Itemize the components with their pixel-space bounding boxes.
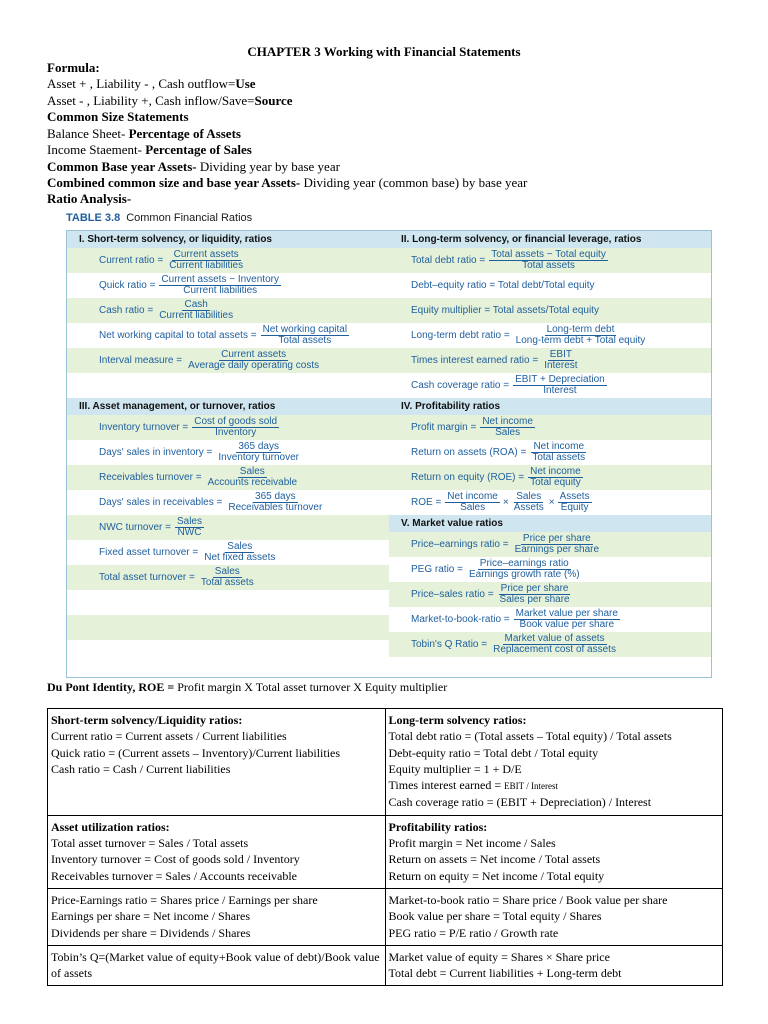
ratio-row: Return on assets (ROA) = $\frac{\text{Net income}}{\text{Total assets}}$ [411, 441, 586, 463]
section-header: III. Asset management, or turnover, ratios [67, 398, 389, 415]
table-cell: Price-Earnings ratio = Shares price / Earnings per share Earnings per share = Net income / Shares Dividends per share = Dividends / Shares [48, 888, 386, 945]
ratio-row: Price–earnings ratio = $\frac{\text{Price per share}}{\text{Earnings per share}}$ [389, 532, 711, 557]
balance-sheet-line: Balance Sheet- Percentage of Assets [47, 126, 241, 141]
table-row [48, 888, 723, 945]
ratio-row: Long-term debt ratio = $\frac{\text{Long-term debt}}{\text{Long-term debt + Total equity}}$ [411, 324, 646, 346]
source-line: Asset - , Liability +, Cash inflow/Save=Source [47, 93, 293, 108]
ratio-row: Inventory turnover = $\frac{\text{Cost of goods sold}}{\text{Inventory}}$ [67, 415, 389, 440]
table-row [48, 815, 723, 888]
table-cell: Tobin’s Q=(Market value of equity+Book value of debt)/Book value of assets [48, 945, 386, 986]
ratios-right-column [389, 231, 711, 657]
ratio-analysis-heading: Ratio Analysis- [47, 191, 132, 206]
ratio-row: Equity multiplier = Total assets/Total equity [389, 298, 711, 323]
summary-table [47, 708, 723, 986]
ratio-row-empty [67, 640, 389, 665]
ratios-left-column [67, 231, 389, 665]
ratio-row: Quick ratio = $\frac{\text{Current assets − Inventory}}{\text{Current liabilities}}$ [99, 274, 279, 296]
table-cell: Asset utilization ratios: Total asset turnover = Sales / Total assets Inventory turnover = Cost of goods sold / Inventory Receivables turnover = Sales / Accounts receivable [48, 815, 386, 888]
ratio-row: Interval measure = $\frac{\text{Current assets}}{\text{Average daily operating costs}}$ [67, 348, 389, 373]
ratio-row: Profit margin = $\frac{\text{Net income}}{\text{Sales}}$ [389, 415, 711, 440]
combined-line: Combined common size and base year Assets- Dividing year (common base) by base year [47, 175, 528, 190]
table-caption [66, 212, 252, 224]
ratio-row: Current ratio = $\frac{\text{Current assets}}{\text{Current liabilities}}$ [67, 248, 389, 273]
ratio-row: NWC turnover = $\frac{\text{Sales}}{\text{NWC}}$ [67, 515, 389, 540]
ratio-row-empty [67, 590, 389, 615]
ratio-row: Fixed asset turnover = $\frac{\text{Sales}}{\text{Net fixed assets}}$ [99, 541, 276, 563]
page-title: CHAPTER 3 Working with Financial Statements [247, 44, 521, 59]
ratio-row: Total asset turnover = $\frac{\text{Sales}}{\text{Total assets}}$ [67, 565, 389, 590]
ratio-row-empty [67, 615, 389, 640]
ratio-row: Debt–equity ratio = Total debt/Total equity [411, 280, 595, 291]
ratio-row: Net working capital to total assets = $\frac{\text{Net working capital}}{\text{Total assets}}$ [99, 324, 348, 346]
table-cell: Market-to-book ratio = Share price / Book value per share Book value per share = Total equity / Shares PEG ratio = P/E ratio / Growth rate [385, 888, 723, 945]
section-header: V. Market value ratios [389, 515, 711, 532]
table-cell: Long-term solvency ratios: Total debt ratio = (Total assets – Total equity) / Total assets Debt-equity ratio = Total debt / Total equity Equity multiplier = 1 + D/E Times interest earned = EBIT / Interest Cash coverage ratio = (EBIT + Depreciation) / Interest [385, 709, 723, 816]
ratio-row: Receivables turnover = $\frac{\text{Sales}}{\text{Accounts receivable}}$ [67, 465, 389, 490]
common-size-heading: Common Size Statements [47, 109, 189, 124]
ratio-row: Market-to-book-ratio = $\frac{\text{Market value per share}}{\text{Book value per share}}$ [411, 608, 618, 630]
table-caption-text: Common Financial Ratios [126, 212, 253, 224]
ratio-row: Days' sales in inventory = $\frac{\text{365 days}}{\text{Inventory turnover}}$ [99, 441, 299, 463]
ratio-row: PEG ratio = $\frac{\text{Price–earnings ratio}}{\text{Earnings growth rate (\%)}}$ [411, 558, 580, 580]
section-header: I. Short-term solvency, or liquidity, ratios [67, 231, 389, 248]
ratio-row: Cash ratio = $\frac{\text{Cash}}{\text{Current liabilities}}$ [67, 298, 389, 323]
table-number: TABLE 3.8 [66, 212, 121, 224]
formula-label: Formula: [47, 60, 100, 75]
ratio-row: Cash coverage ratio = $\frac{\text{EBIT + Depreciation}}{\text{Interest}}$ [411, 374, 605, 396]
common-base-line: Common Base year Assets- Dividing year by base year [47, 159, 340, 174]
table-row [48, 945, 723, 986]
dupont-identity: Du Pont Identity, ROE = Profit margin X Total asset turnover X Equity multiplier [47, 680, 448, 694]
ratio-row: Total debt ratio = $\frac{\text{Total assets − Total equity}}{\text{Total assets}}$ [389, 248, 711, 273]
ratio-row: ROE = $\frac{\text{Net income}}{\text{Sales}}$ × $\frac{\text{Sales}}{\text{Assets}}$ × $\frac{\text{Assets}}{\text{Equity}}$ [411, 491, 590, 513]
ratio-row: Times interest earned ratio = $\frac{\text{EBIT}}{\text{Interest}}$ [389, 348, 711, 373]
table-cell: Short-term solvency/Liquidity ratios: Current ratio = Current assets / Current liabilities Quick ratio = (Current assets – Inventory)/Current liabilities Cash ratio = Cash / Current liabilities [48, 709, 386, 816]
table-cell: Market value of equity = Shares × Share price Total debt = Current liabilities + Long-term debt [385, 945, 723, 986]
ratio-row: Tobin's Q Ratio = $\frac{\text{Market value of assets}}{\text{Replacement cost of assets}}$ [389, 632, 711, 657]
ratio-row-empty [67, 373, 389, 398]
table-cell: Profitability ratios: Profit margin = Net income / Sales Return on assets = Net income / Total assets Return on equity = Net income / Total equity [385, 815, 723, 888]
section-header: IV. Profitability ratios [389, 398, 711, 415]
use-line: Asset + , Liability - , Cash outflow=Use [47, 76, 256, 91]
table-row [48, 709, 723, 816]
ratio-row: Return on equity (ROE) = $\frac{\text{Net income}}{\text{Total equity}}$ [389, 465, 711, 490]
ratios-table [66, 230, 712, 678]
ratio-row: Days' sales in receivables = $\frac{\text{365 days}}{\text{Receivables turnover}}$ [99, 491, 323, 513]
ratio-row: Price–sales ratio = $\frac{\text{Price per share}}{\text{Sales per share}}$ [389, 582, 711, 607]
income-statement-line: Income Staement- Percentage of Sales [47, 142, 252, 157]
section-header: II. Long-term solvency, or financial leverage, ratios [389, 231, 711, 248]
